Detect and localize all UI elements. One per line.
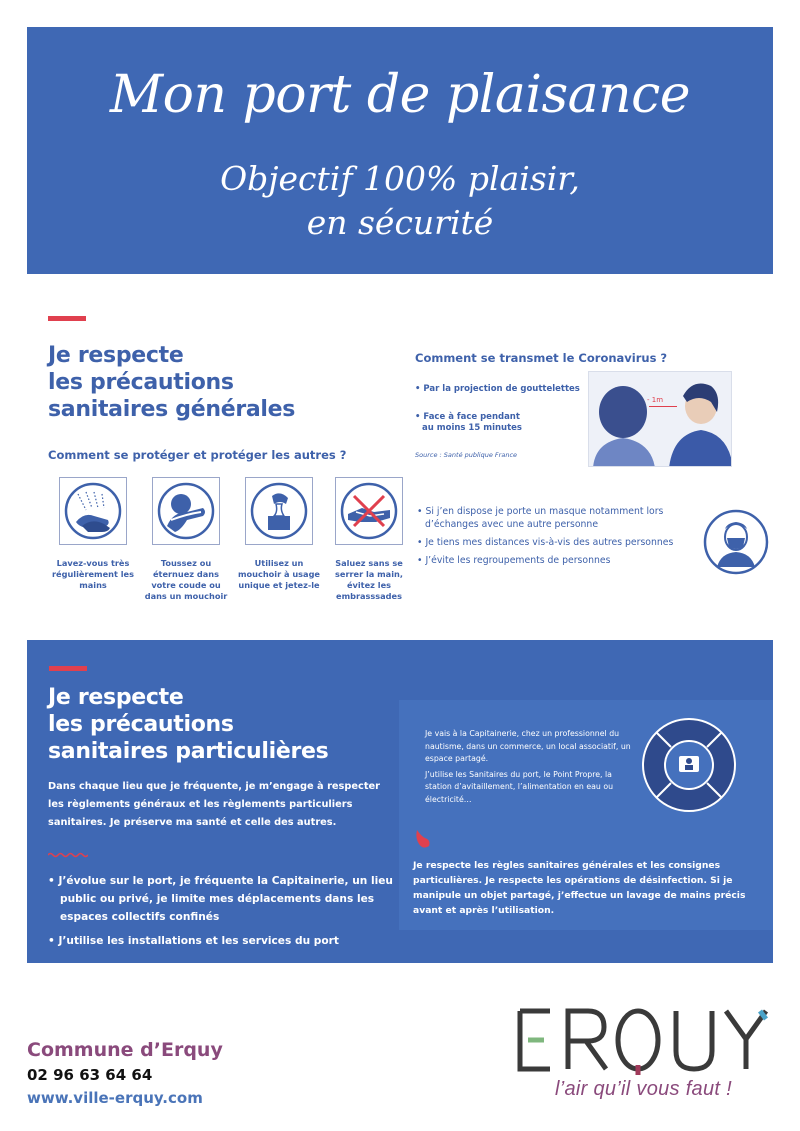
section1-title-line: Je respecte: [48, 343, 184, 368]
section2-title-line: Je respecte: [48, 685, 184, 710]
section1-title: [48, 342, 295, 423]
wavy-divider: [48, 852, 88, 858]
section2-band: [27, 640, 773, 963]
bullet-item: • J’évite les regroupements de personnes: [417, 555, 611, 566]
transmission-title: Comment se transmet le Coronavirus ?: [415, 351, 668, 365]
protection-question: Comment se protéger et protéger les autres ?: [48, 448, 347, 462]
slogan: l’air qu’il vous faut !: [555, 1078, 732, 1100]
cough-elbow-icon: [152, 477, 220, 545]
erquy-logo: [510, 1005, 775, 1077]
section2-small-text: [425, 728, 640, 809]
section2-bullets: [48, 872, 393, 956]
section1-title-line: sanitaires générales: [48, 397, 296, 422]
section2-title-line: sanitaires particulières: [48, 739, 329, 764]
drop-icon: [413, 828, 431, 850]
mask-person-icon: [703, 509, 769, 575]
hand-washing-icon: [59, 477, 127, 545]
section2-bold-text: Je respecte les règles sanitaires générales et les consignes particulières. Je respecte les opérations de désinfection. Si je manipule un objet partagé, j’effectue un lavage de mains précis avant et après l’utilisation.: [413, 860, 746, 916]
mask-bullets: [417, 505, 699, 572]
distance-illustration: [588, 371, 732, 467]
precaution-icons: [52, 477, 405, 607]
page-subtitle: [27, 157, 773, 245]
lifebuoy-icon: [634, 710, 744, 820]
tissue-icon: [245, 477, 313, 545]
icon-caption: Lavez-vous très régulièrement les mains: [52, 558, 134, 590]
subtitle-line-2: en sécurité: [306, 203, 494, 242]
bullet-item: • Si j’en dispose je porte un masque notamment lors d’échanges avec une autre personne: [417, 506, 664, 530]
bullet-item: • Je tiens mes distances vis-à-vis des autres personnes: [417, 537, 674, 548]
phone-number: 02 96 63 64 64: [27, 1066, 153, 1084]
icon-caption: Saluez sans se serrer la main, évitez les embrasssades: [335, 558, 403, 601]
section1-title-line: les précautions: [48, 370, 234, 395]
distance-label: - 1m: [647, 396, 664, 404]
section2-title-line: les précautions: [48, 712, 234, 737]
bullet-item: • J’utilise les installations et les services du port: [48, 935, 339, 947]
header-banner: [27, 27, 773, 274]
icon-caption: Toussez ou éternuez dans votre coude ou dans un mouchoir: [144, 558, 228, 601]
section2-accent-bar: [49, 666, 87, 671]
no-handshake-icon: [335, 477, 403, 545]
transmission-item-line: • Face à face pendant: [415, 412, 520, 422]
source-note: Source : Santé publique France: [415, 451, 518, 459]
icon-caption: Utilisez un mouchoir à usage unique et jetez-le: [237, 558, 320, 590]
website-link[interactable]: www.ville-erquy.com: [27, 1089, 203, 1107]
section1-accent-bar: [48, 316, 86, 321]
subtitle-line-1: Objectif 100% plaisir,: [220, 159, 580, 198]
bullet-item: • J’évolue sur le port, je fréquente la Capitainerie, un lieu public ou privé, je limite mes déplacements dans les espaces collectifs confinés: [48, 875, 393, 923]
distance-arrow: [649, 406, 677, 407]
section2-intro: Dans chaque lieu que je fréquente, je m’engage à respecter les règlements généraux et les règlements particuliers sanitaires. Je préserve ma santé et celle des autres.: [48, 781, 381, 828]
page-title: Mon port de plaisance: [109, 65, 691, 125]
section2-title: [48, 684, 328, 765]
transmission-item-line: au moins 15 minutes: [422, 423, 522, 433]
small-paragraph: Je vais à la Capitainerie, chez un professionnel du nautisme, dans un commerce, un local associatif, un espace partagé.: [425, 729, 631, 763]
small-paragraph: J’utilise les Sanitaires du port, le Point Propre, la station d’avitaillement, l’alimentation en eau ou électricité…: [425, 769, 614, 804]
transmission-item: • Par la projection de gouttelettes: [415, 384, 580, 394]
commune-name: Commune d’Erquy: [27, 1039, 223, 1061]
transmission-item: [415, 412, 522, 434]
